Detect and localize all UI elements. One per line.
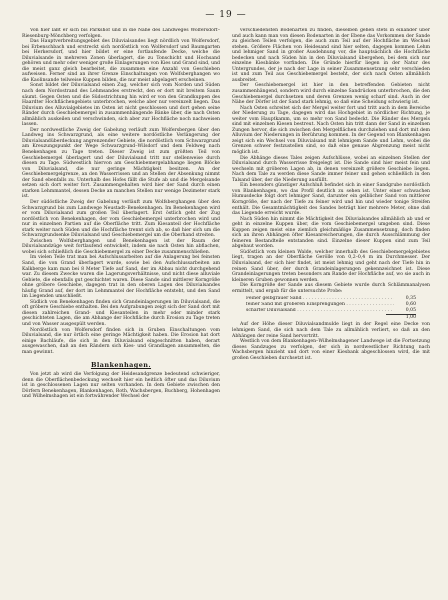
left-column bbox=[22, 28, 220, 598]
sand-analysis-label: feiner Sand mit gröberen Einsprengungen . . . bbox=[246, 302, 394, 308]
sand-analysis-value: 0,35 bbox=[405, 296, 416, 302]
left-column-paragraph: Von hier läßt er sich bis Parkshof und in die Nähe des Landweges Wolfersdorf–Riesenburg-Mönchberg verfolgen. bbox=[22, 28, 220, 39]
right-column-paragraph: verschiedensten Bodenarten zu finden, dieselben gehen stets in einander über und auch kann man von diesen Bodenarten in der Ebene das Vorkommen der Sande zu gleichen Teilen verfolgen, die auch zum Teil auf der Hochfläche im Wechsel stehen. Größere Flächen von Heidesand sind hier selten, dagegen kommen Lehm und lehmiger Sand in großer Ausdehnung vor, die hauptsächlich die Hochfläche bedecken und nach Süden hin in den Diluvialsand übergehen, bei dem sich nur einzelne Kiesbänke vorfinden. Die Gründe hierfür liegen in der Natur des Untergrundes, der je nach der Lage in seiner Zusammensetzung sehr verschieden ist und zum Teil aus Geschiebemergel besteht, der sich nach Osten allmählich ausbreitet. bbox=[232, 28, 430, 83]
right-column-paragraph: Nach Osten schreitet sich der Mergel weiter fort und tritt auch in dem Bereiche der Niederung zu Tage, dagegen wird das Hochgebiet in nördlicher Richtung, je weiter vom Hauptkamm, um so mehr von Sand bedeckt. Die Ränder des Mergels sind mit einzelnen Kiesen bestreut. Nach Osten hin tritt dann der Sand in einzelnen Zungen hervor, die sich zwischen den Mergelflächen durchziehen und dort mit dem Alluvium der Niederungen in Berührung kommen. In der Gegend von Blankenhagen zeigt sich ein Wechsel von Diluvialsand mit lehmigem Sande und Lehm, wobei die Grenzen schwer festzustellen sind, so daß eine genaue Abgrenzung meist nicht möglich ist. bbox=[232, 105, 430, 156]
right-column-paragraph: Ein besonders günstiger Aufschluß befindet sich in einer Sandgrube nordöstlich von Blankenhagen, wo das Profil deutlich zu sehen ist. Unter einer schwachen Humusdecke folgt dort lehmiger Sand, darunter ein gelblicher Sand von mittlerer Korngröße, der nach der Tiefe zu feiner wird und hin und wieder tonige Streifen enthält. Die Gesamtmächtigkeit des Sandes beträgt hier mehrere Meter, ohne daß das Liegende erreicht wurde. bbox=[232, 183, 430, 217]
sand-analysis-label: scharfer Diluvialsand . . . bbox=[246, 308, 394, 314]
text-columns bbox=[22, 28, 430, 598]
section-heading: Blankenhagen. bbox=[90, 361, 152, 370]
section-paragraph: Von jetzt ab wird die Verfolgung der Heidesandgrenze bedeutend schwieriger, denn die Oberflächenbedeckung wechselt hier ein heitlich öfter und das Diluvium ist in geschlossenen Lagen nur selten vorhanden. In dem Gebiete zwischen den Dörfern Benekenhagen, Blankenhagen, Roth, Wachsbergen, Buchberg, Hohenhagen und Wilhelmshagen ist ein fortwährender Wechsel der bbox=[22, 372, 220, 400]
sand-analysis-value: 0,60 bbox=[405, 302, 416, 308]
sand-analysis-label: Feiner gelbgrauer Sand . . . bbox=[246, 296, 394, 302]
left-column-paragraph: Der südöstliche Zweig der Gabelung verläuft zum Wolfsberghangen über den Schwarzgrund bis zum Landwege Neustadt–Benekenhagen. Im Benekenhagen wird er vom Diluvialsand zum großen Teil überlagert. Erst östlich geht der Zug nordöstlich von Benekenhagen, der vom Geschiebemergel unterbrochen wird und nur in einzelnen Partien auf die Oberfläche tritt. Zum Kiesanteil der Hochfläche stark weiter nach Süden und die Hochfläche trennt sich ab, so daß hier sich um die Schwarzgrundsenke Diluvialsand und Geschiebemergel um die Oberhand streiten. bbox=[22, 199, 220, 239]
page-number: — 19 — bbox=[205, 10, 247, 20]
right-column bbox=[232, 28, 430, 598]
closing-paragraph: Westlich von dem Blankenhagen–Wilhelmshagener Landwege ist die Fortsetzung dieses Sandzuges zu verfolgen, der sich in nordwestlicher Richtung nach Wachsbergen hinzieht und dort von einer Kiesbank abgeschlossen wird, die mit großen Geschieben durchsetzt ist. bbox=[232, 339, 430, 361]
right-column-paragraph: Die Abhänge dieses Tales zeigen Aufschlüsse, wobei an einzelnen Stellen der Diluvialsand durch Wasserrisse freigelegt ist. Die Sande sind hier meist fein und wechseln mit gröberen Lagen ab, in denen vereinzelt größere Geschiebe liegen. Nach dem Tale zu werden diese Sande immer feiner und gehen schließlich in den Talsand über, der die Niederung ausfüllt. bbox=[232, 155, 430, 183]
left-column-paragraph: Das Hauptverbreitungsgebiet des Diluvialsandes liegt nördlich von Wolfersdorf, bei Erbenschbach und erstreckt sich nordöstlich von Wolfersdorf und Baumgarten bei Herkersdorf, und hier bildet er eine fortlaufende Decke, welche die Diluvialsande in mehreren Zonen überlagert, die zu Tonschicht und Hochsand gehören und mehr oder weniger große Einlagerungen von Kies und Grand sind, und die meist ganz gleich bearbeitet, die zusammen eine Anzahl von Geschieben aufweisen. Ferner sind an ihrer Grenze Einschaltungen von Wolfsberghangen wo die Kaolinsande teilweise Kuppen bilden, die nur meist abgelagert erscheinen. bbox=[22, 39, 220, 83]
left-column-paragraph: Sonst bildet der Diluvialsand einen Zug, welcher sich vom Norden und Süden nach dem Nordostrand des Lehmsandes erstreckt, den er dort mit breitem Saum säumt. Gegen Osten und die Südostrichtung hin wird er von den Grandkuppen des Haardter Hochflächengebiets unterbrochen, welche aber nur vereinzelt liegen. Das Diluvium des Alluvialgebietes im Osten ist nicht geschlossen und dort gehen seine Ränder durch Geschiebemergel in zusammenhängende Bänke über, die nach Osten allmählich auskeilen und verschwinden, sich aber zur Hochfläche noch nachweisen lassen. bbox=[22, 83, 220, 128]
right-column-paragraph: Nach Süden hin nimmt die Mächtigkeit des Diluvialsandes allmählich ab und er geht in einzelne Kuppen über, die vom Geschiebemergel umgeben sind. Diese Kuppen zeigen meist eine ziemlich gleichmäßige Zusammensetzung, doch finden sich an ihren Abhängen öfter Kiesanreicherungen, die durch Ausschlämmung der feineren Bestandteile entstanden sind. Einzelne dieser Kuppen sind zum Teil abgebaut worden. bbox=[232, 216, 430, 250]
left-column-paragraph: Zwischen Wolfsberghangen und Benekenhagen ist der Raum der Diluvialsandzüge weit fortlaufend entwickelt, indem sie nach Osten hin abflachen, wobei sich schließlich die Geschiebemergel zu einer Decke zusammenschließen. bbox=[22, 238, 220, 255]
sand-analysis-row bbox=[246, 308, 416, 314]
left-column-paragraph: Der nordwestliche Zweig der Gabelung verläuft zum Wolfersbergen über den Landweg ins Schwarzgrund, als eine weitere nordöstliche Verlängerung der Diluvialsandüberdeckung angrenzender Gebiete, die nordöstlich vom Schwarzgrund am Kreuzungspunkt der Wege Schwarzgrund–Wilsdorf und dem Feldweg nach Benekenhagen zu Tage treten. Dieser Zweig ist zum größten Teil von Geschiebemergel überlagert und der Diluvialsand tritt nur stellenweise durch diesen zu Tage. Südwestlich hiervon am Geschiebemergelabhange liegen Blöcke von Diluvialsand, die nur geringe Mächtigkeit besitzen. An der Geschiebemergelgrenze, an den Wasserrissen und an Stellen der Absenkung nimmt der Sand ebenfalls zu. Unterhalb des Hofes fällt die Stufe ab und die Mergelsande setzen sich dort weiter fort. Zusammengehalten wird hier der Sand durch einen starken Lehmmantel, dessen Decke an manchen Stellen nur wenige Dezimeter stark ist. bbox=[22, 127, 220, 200]
closing-paragraph: Auf der Höhe dieser Diluvialsandmulde liegt in der Regel eine Decke von lehmigem Sand, die sich nach dem Tale zu allmählich verliert, so daß an den Abhängen der reine Sand hervortritt. bbox=[232, 322, 430, 339]
right-column-paragraph: Die Korngröße der Sande aus diesem Gebiete wurde durch Schlämmanalysen ermittelt, und ergab für die untersuchte Probe: bbox=[232, 283, 430, 294]
right-column-paragraph: Südöstlich vom kleinen Walde, welcher innerhalb des Geschiebemergelgebietes liegt, tragen an der Oberfläche Gerölle von 0,2–0,4 m im Durchmesser. Der Diluvialsand, der sich hier findet, ist meist lehmig und geht nach der Tiefe hin in reinen Sand über, der durch Grandeinlagerungen gekennzeichnet ist. Diese Grandeinlagerungen treten besonders am Rande der Hochfläche auf, wo sie auch in kleineren Gruben gewonnen werden. bbox=[232, 249, 430, 283]
sand-analysis-value: 0,05 bbox=[405, 307, 416, 313]
sand-analysis-total: 1,00 bbox=[386, 314, 416, 321]
left-column-paragraph: Südlich von Benekenhagen finden sich Grandeinlagerungen im Diluvialsand, die oft gröbere Geschiebe enthalten. Bei den Aufgrabungen zeigt sich der Sand dort mit diesen zahlreichen Grand- und Kiesanteilen in mehr oder minder stark geschichteten Lagen, die am Abhange der Hochfläche durch Erosion zu Tage treten und von Wasser ausgespült werden. bbox=[22, 299, 220, 327]
left-column-paragraph: Nordöstlich von Wolfersdorf finden sich in Gruben Einschaltungen vom Diluvialsand, die nur örtlich eine geringe Mächtigkeit haben. Die Erosion hat dort einige Bachläufe, die sich in den Diluvialsand eingeschnitten haben, derart ausgewaschen, daß an den Rändern sich Kies- und Grandlagen ansammelten, die man gewinnt. bbox=[22, 327, 220, 355]
left-column-paragraph: Im vielen Teile trat man bei Aufschlussarbeiten auf die Anlagerung bei feinsten Sand, die von Grand überlagert wurde, sowie bei den Aufschlussarbeiten am Kalkberge kam man bei 8 Meter Tiefe auf Sand, der im Abbau nicht durchgehend war. Zu diesem Zwecke waren die Lagerungsverhältnisse, und nicht diese alluviale Gebiete, die ebenfalls gut geschichtet waren. Diese Sande sind mittlerer Korngröße ohne gröbere Geschiebe, dagegen trat in den oberen Lagen des Diluvialsandes häufig Grand auf, der dort im Lehmmantel der Hochfläche entsteht, und den Sand im Liegenden umschließt. bbox=[22, 255, 220, 300]
sand-analysis-list bbox=[246, 296, 430, 320]
right-column-paragraph: Der Geschiebemergel ist hier in den betreffenden Gebieten nicht zusammenhängend, sondern wird durch einzelne Sandrücken unterbrochen, die den Geschiebemergel durchsetzen und deren Grenzen wenig scharf sind. Auch in der Nähe der Dörfer ist der Sand stark lehmig, so daß eine Scheidung schwierig ist. bbox=[232, 83, 430, 106]
